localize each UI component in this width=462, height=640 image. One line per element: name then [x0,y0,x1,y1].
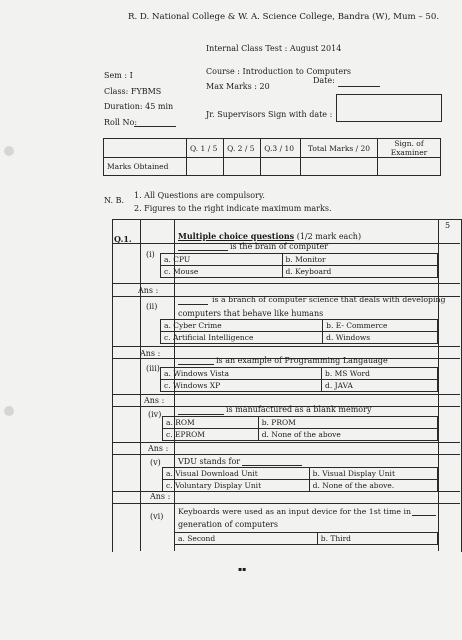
q1-number: Q.1. [114,234,132,244]
marks-obtained-label: Marks Obtained [104,158,187,176]
roll-no-label: Roll No: [104,118,138,127]
q-text: VDU stands for [178,457,241,466]
options-table [162,467,438,492]
punch-hole [4,406,14,416]
option: c. Mouse [161,266,283,278]
options-table [160,253,438,278]
option: c. Voluntary Display Unit [163,480,310,492]
marks-header-total: Total Marks / 20 [301,139,378,158]
marks-header-q3: Q.3 / 10 [261,139,301,158]
option: d. JAVA [322,380,438,392]
option: b. Monitor [282,254,438,266]
supervisor-sign-box [336,94,442,122]
q-no: (vi) [150,512,164,521]
option: b. Visual Display Unit [309,468,437,480]
option: a. Visual Download Unit [163,468,310,480]
q1-marks: 5 [445,221,451,230]
college-name: R. D. National College & W. A. Science College, Bandra (W), Mum – 50. [128,12,440,22]
q-no: (iv) [148,410,162,419]
marks-table [103,138,441,176]
answer-label: Ans : [140,349,161,358]
q-no: (v) [150,458,161,467]
options-table [160,367,438,392]
q-text: is a branch of computer science that deals with developing [212,295,446,304]
option: b. PROM [258,417,437,429]
supervisor-label: Jr. Supervisors Sign with date : [206,110,333,119]
note-2: 2. Figures to the right indicate maximum marks. [134,204,332,213]
options-table [174,532,438,545]
option: d. None of the above [258,429,437,441]
marks-header-q2: Q. 2 / 5 [224,139,261,158]
test-title: Internal Class Test : August 2014 [206,44,342,53]
option: d. Keyboard [282,266,438,278]
answer-label: Ans : [148,444,169,453]
q-text: is manufactured as a blank memory [226,405,372,414]
q-text-line2: generation of computers [178,520,278,529]
option: d. Windows [323,332,438,344]
q-text: is the brain of computer [230,242,329,251]
option: a. Second [175,533,318,545]
roll-no-line [134,126,176,127]
options-table [160,319,438,344]
class: Class: FYBMS [104,87,162,96]
marks-header-sign: Sign. of Examiner [378,139,441,158]
q-text-line2: computers that behave like humans [178,309,324,318]
q1-title-text: Multiple choice questions [178,231,295,241]
options-table [162,416,438,441]
q1-title [178,231,361,241]
option: c. Artificial Intelligence [161,332,323,344]
option: b. MS Word [322,368,438,380]
page-mark: ▪▪ [238,566,247,573]
date-label: Date: [313,76,335,85]
semester: Sem : I [104,71,133,80]
option: c. EPROM [163,429,259,441]
date-line [338,86,380,87]
option: b. E- Commerce [323,320,438,332]
q-no: (iii) [146,364,160,373]
q-no: (ii) [146,302,158,311]
answer-label: Ans : [150,492,171,501]
option: c. Windows XP [161,380,322,392]
option: a. ROM [163,417,259,429]
q-text: Keyboards were used as an input device for the 1st time in [178,507,411,516]
option: a. CPU [161,254,283,266]
course: Course : Introduction to Computers [206,67,351,76]
q1-subtitle: (1/2 mark each) [296,232,362,241]
answer-label: Ans : [144,396,165,405]
marks-header-q1: Q. 1 / 5 [187,139,224,158]
answer-label: Ans : [138,286,159,295]
option: a. Windows Vista [161,368,322,380]
duration: Duration: 45 min [104,102,174,111]
note-1: 1. All Questions are compulsory. [134,191,265,200]
q-text: is an example of Programming Langauage [216,356,388,365]
punch-hole [4,146,14,156]
nb-label: N. B. [104,196,124,205]
q-no: (i) [146,250,155,259]
option: d. None of the above. [309,480,437,492]
max-marks: Max Marks : 20 [206,82,270,91]
option: a. Cyber Crime [161,320,323,332]
option: b. Third [317,533,437,545]
